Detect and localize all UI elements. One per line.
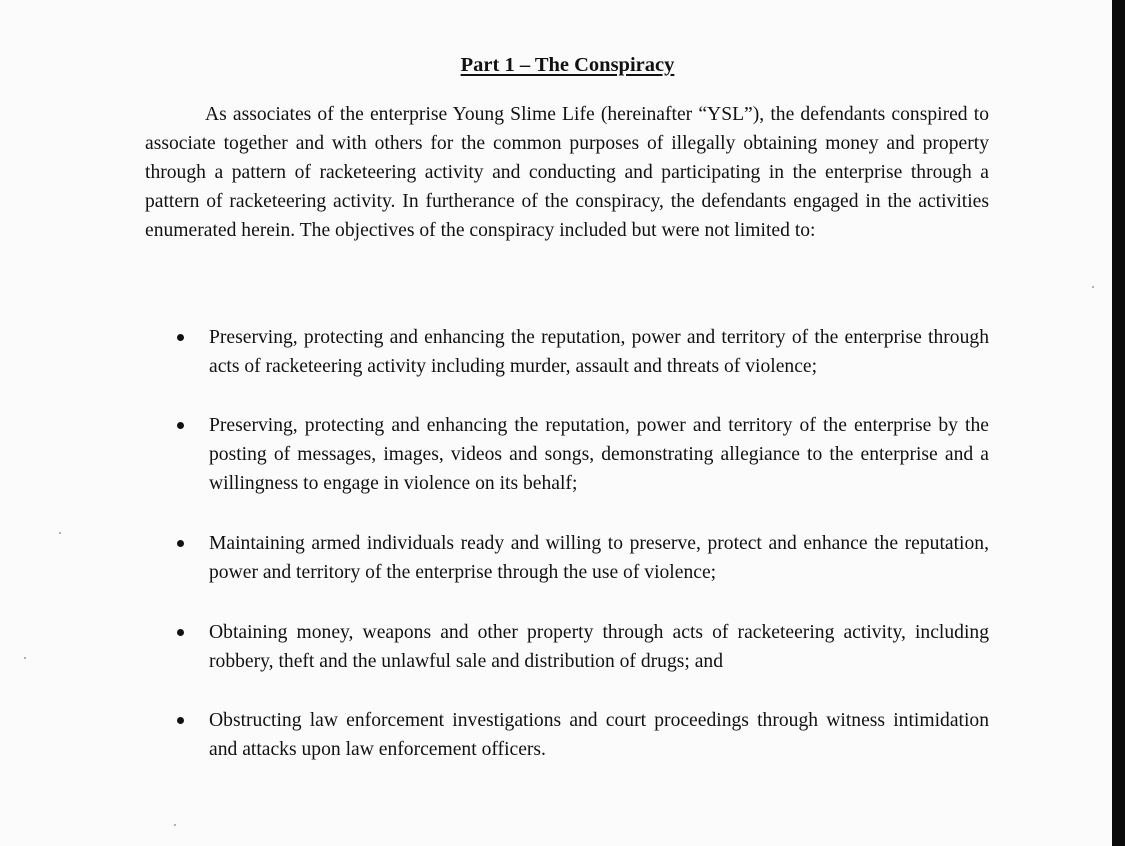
viewer-edge: [1112, 0, 1125, 846]
section-heading: Part 1 – The Conspiracy: [460, 54, 675, 76]
bullet-icon: [177, 334, 184, 341]
scan-speck: [1092, 286, 1094, 288]
scan-speck: [59, 532, 61, 534]
bullet-icon: [177, 629, 184, 636]
list-item-text: Maintaining armed individuals ready and willing to preserve, protect and enhance the reputation, power and territory of the enterprise through the use of violence;: [209, 533, 989, 583]
bullet-icon: [177, 540, 184, 547]
list-item-text: Obtaining money, weapons and other property through acts of racketeering activity, including robbery, theft and the unlawful sale and distribution of drugs; and: [209, 622, 989, 672]
bullet-icon: [177, 717, 184, 724]
list-item-text: Preserving, protecting and enhancing the reputation, power and territory of the enterprise by the posting of messages, images, videos and songs, demonstrating allegiance to the enterprise and a willingness to engage in violence on its behalf;: [209, 415, 989, 494]
bullet-icon: [177, 422, 184, 429]
scan-speck: [174, 824, 176, 826]
scan-speck: [24, 657, 26, 659]
intro-paragraph: As associates of the enterprise Young Slime Life (hereinafter “YSL”), the defendants conspired to associate together and with others for the common purposes of illegally obtaining money and property through a pattern of racketeering activity and conducting and participating in the enterprise through a pattern of racketeering activity. In furtherance of the conspiracy, the defendants engaged in the activities enumerated herein. The objectives of the conspiracy included but were not limited to:: [145, 104, 989, 241]
list-item-text: Preserving, protecting and enhancing the reputation, power and territory of the enterprise through acts of racketeering activity including murder, assault and threats of violence;: [209, 327, 989, 377]
list-item-text: Obstructing law enforcement investigations and court proceedings through witness intimidation and attacks upon law enforcement officers.: [209, 710, 989, 760]
